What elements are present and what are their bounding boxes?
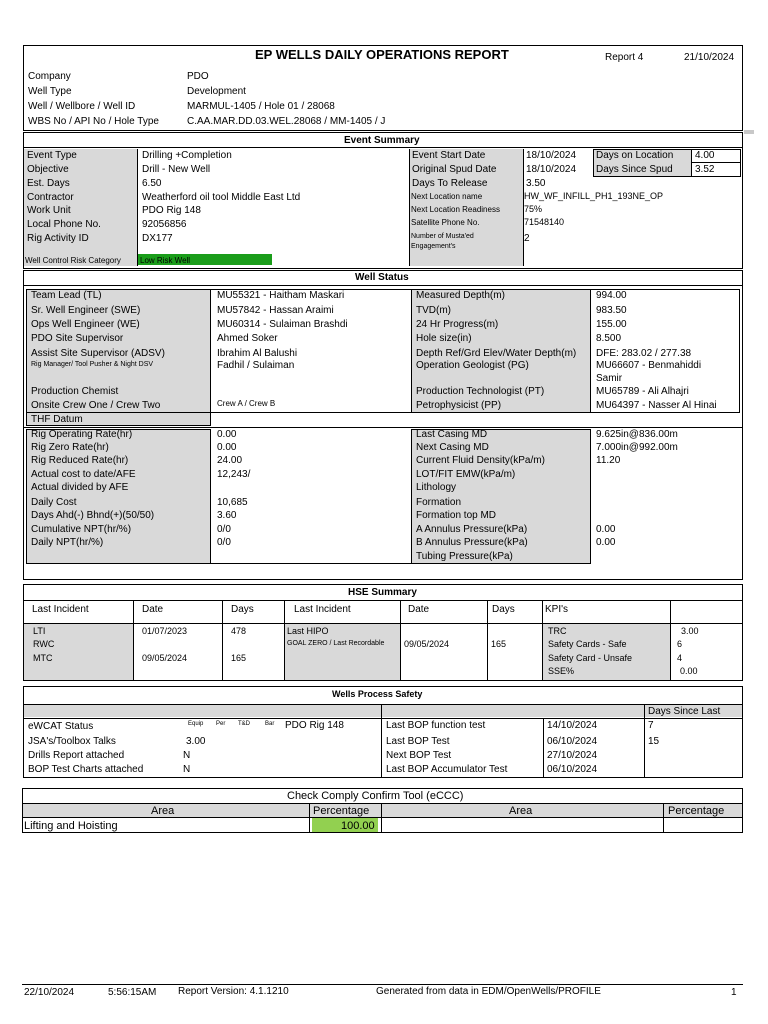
risk-category-value: Low Risk Well xyxy=(140,256,191,265)
event-label-3: Contractor xyxy=(27,192,74,203)
depth-value-5: MU66607 - Benmahiddi xyxy=(596,360,702,371)
ps-left-value-0: 3.00 xyxy=(186,736,206,747)
depth-value-0: 994.00 xyxy=(596,290,627,301)
depth-label-5: Operation Geologist (PG) xyxy=(416,360,529,371)
event-label-4: Work Unit xyxy=(27,205,71,216)
ewcat-label: eWCAT Status xyxy=(28,721,94,732)
hse-incident-0: LTI xyxy=(33,626,46,636)
eccc-title: Check Comply Confirm Tool (eCCC) xyxy=(287,790,464,802)
hse-header-0: Last Incident xyxy=(32,604,89,615)
casing-value-2: 11.20 xyxy=(596,455,621,466)
personnel-value-2: MU60314 - Sulaiman Brashdi xyxy=(217,319,348,330)
hse-header-3: Last Incident xyxy=(294,604,351,615)
report-title: EP WELLS DAILY OPERATIONS REPORT xyxy=(255,47,509,62)
event-label-0: Event Type xyxy=(27,150,77,161)
ps-right-days-0: 7 xyxy=(648,720,654,731)
info-label-company: Company xyxy=(28,71,71,82)
eccc-header-area-1: Area xyxy=(151,805,175,817)
hse-header-6: KPI's xyxy=(545,604,569,615)
info-value-wbs: C.AA.MAR.DD.03.WEL.28068 / MM-1405 / J xyxy=(187,116,386,127)
well-status-title: Well Status xyxy=(355,272,409,283)
depth-value-6: MU65789 - Ali Alhajri xyxy=(596,386,689,397)
rate-label-7: Cumulative NPT(hr/%) xyxy=(31,524,132,535)
footer-page: 1 xyxy=(731,987,737,998)
kpi-value-3: 0.00 xyxy=(680,666,698,676)
hse-header-5: Days xyxy=(492,604,515,615)
event-right-label-3: Next Location name xyxy=(411,192,483,201)
casing-value-7: 0.00 xyxy=(596,524,616,535)
ps-right-date-1: 06/10/2024 xyxy=(547,736,598,747)
depth-value-3: 8.500 xyxy=(596,333,622,344)
casing-label-8: B Annulus Pressure(kPa) xyxy=(416,537,528,548)
rate-label-8: Daily NPT(hr/%) xyxy=(31,537,104,548)
event-label-2: Est. Days xyxy=(27,178,70,189)
personnel-value-0: MU55321 - Haitham Maskari xyxy=(217,290,345,301)
event-label-5: Local Phone No. xyxy=(27,219,101,230)
footer-time: 5:56:15AM xyxy=(108,987,157,998)
personnel-label-0: Team Lead (TL) xyxy=(31,290,102,301)
kpi-value-1: 6 xyxy=(677,639,683,649)
event-right-label-1: Original Spud Date xyxy=(412,164,497,175)
rate-value-1: 0.00 xyxy=(217,442,237,453)
info-label-well-type: Well Type xyxy=(28,86,72,97)
ps-right-label-2: Next BOP Test xyxy=(386,750,452,761)
event-right-value-3: HW_WF_INFILL_PH1_193NE_OP xyxy=(524,191,664,201)
hse-incident-2: MTC xyxy=(33,653,53,663)
page-edge-marker xyxy=(744,130,754,134)
personnel-label-2: Ops Well Engineer (WE) xyxy=(31,319,140,330)
rate-label-5: Daily Cost xyxy=(31,497,77,508)
personnel-label-4: Assist Site Supervisor (ADSV) xyxy=(31,348,165,359)
ps-left-value-1: N xyxy=(183,750,191,761)
hse-last-hipo: Last HIPO xyxy=(287,626,329,636)
kpi-label-0: TRC xyxy=(548,626,567,636)
eccc-row-pct: 100.00 xyxy=(341,820,375,832)
event-right-value-5: 71548140 xyxy=(524,217,565,227)
ewcat-col-td: T&D xyxy=(238,721,250,727)
event-label-6: Rig Activity ID xyxy=(27,233,89,244)
depth-label-0: Measured Depth(m) xyxy=(416,290,505,301)
info-label-well-id: Well / Wellbore / Well ID xyxy=(28,101,136,112)
hse-days-2: 165 xyxy=(231,653,247,663)
kpi-label-1: Safety Cards - Safe xyxy=(548,639,627,649)
casing-value-8: 0.00 xyxy=(596,537,616,548)
event-right-label-2: Days To Release xyxy=(412,178,488,189)
event-value-3: Weatherford oil tool Middle East Ltd xyxy=(142,192,301,203)
footer-version: Report Version: 4.1.1210 xyxy=(178,986,289,997)
depth-value-5b: Samir xyxy=(596,373,623,384)
rate-value-3: 12,243/ xyxy=(217,469,251,480)
personnel-label-5: Rig Manager/ Tool Pusher & Night DSV xyxy=(31,361,154,368)
personnel-label-1: Sr. Well Engineer (SWE) xyxy=(31,305,141,316)
ps-left-label-1: Drills Report attached xyxy=(28,750,125,761)
eccc-header-area-2: Area xyxy=(509,805,533,817)
casing-label-5: Formation xyxy=(416,497,462,508)
hse-header-4: Date xyxy=(408,604,430,615)
depth-label-2: 24 Hr Progress(m) xyxy=(416,319,499,330)
depth-label-4: Depth Ref/Grd Elev/Water Depth(m) xyxy=(416,348,577,359)
days-since-last-header: Days Since Last xyxy=(648,706,721,717)
rate-value-6: 3.60 xyxy=(217,510,237,521)
report-number: Report 4 xyxy=(605,52,644,63)
info-value-well-type: Development xyxy=(187,86,246,97)
personnel-value-3: Ahmed Soker xyxy=(217,333,278,344)
rate-label-2: Rig Reduced Rate(hr) xyxy=(31,455,129,466)
event-right-value-0: 18/10/2024 xyxy=(526,150,577,161)
eccc-header-pct-2: Percentage xyxy=(668,805,725,817)
hse-mid-days: 165 xyxy=(491,639,507,649)
hse-header-1: Date xyxy=(142,604,164,615)
days-since-spud-value: 3.52 xyxy=(695,164,715,175)
depth-label-1: TVD(m) xyxy=(416,305,451,316)
ps-right-label-0: Last BOP function test xyxy=(386,720,486,731)
hse-header-2: Days xyxy=(231,604,254,615)
ps-right-date-3: 06/10/2024 xyxy=(547,764,598,775)
event-value-6: DX177 xyxy=(142,233,173,244)
event-right-value-6: 2 xyxy=(524,233,530,244)
casing-label-2: Current Fluid Density(kPa/m) xyxy=(416,455,545,466)
ewcat-value: PDO Rig 148 xyxy=(285,720,344,731)
personnel-value-5: Fadhil / Sulaiman xyxy=(217,360,295,371)
depth-label-7: Petrophysicist (PP) xyxy=(416,400,502,411)
days-on-location-label: Days on Location xyxy=(596,150,674,161)
event-right-value-2: 3.50 xyxy=(526,178,546,189)
process-safety-title: Wells Process Safety xyxy=(332,689,423,699)
hse-mid-date: 09/05/2024 xyxy=(404,639,450,649)
casing-label-4: Lithology xyxy=(416,482,457,493)
ps-right-date-2: 27/10/2024 xyxy=(547,750,598,761)
ps-right-date-0: 14/10/2024 xyxy=(547,720,598,731)
info-value-company: PDO xyxy=(187,71,209,82)
casing-label-7: A Annulus Pressure(kPa) xyxy=(416,524,528,535)
hse-date-0: 01/07/2023 xyxy=(142,626,188,636)
event-right-label-6: Number of Musta'ed xyxy=(411,233,474,240)
ps-right-label-1: Last BOP Test xyxy=(386,736,450,747)
risk-category-label: Well Control Risk Category xyxy=(25,256,121,265)
ps-left-label-0: JSA's/Toolbox Talks xyxy=(28,736,116,747)
kpi-label-2: Safety Card - Unsafe xyxy=(548,653,633,663)
event-value-5: 92056856 xyxy=(142,219,187,230)
days-on-location-value: 4.00 xyxy=(695,150,715,161)
event-right-value-1: 18/10/2024 xyxy=(526,164,577,175)
rate-label-0: Rig Operating Rate(hr) xyxy=(31,429,133,440)
casing-value-1: 7.000in@992.00m xyxy=(596,442,678,453)
hse-goal-zero: GOAL ZERO / Last Recordable xyxy=(287,640,385,647)
event-right-label-6b: Engagement's xyxy=(411,243,456,250)
event-right-label-5: Satellite Phone No. xyxy=(411,218,480,227)
casing-label-1: Next Casing MD xyxy=(416,442,489,453)
hse-date-2: 09/05/2024 xyxy=(142,653,188,663)
info-label-wbs: WBS No / API No / Hole Type xyxy=(28,116,159,127)
rate-value-7: 0/0 xyxy=(217,524,231,535)
event-right-label-0: Event Start Date xyxy=(412,150,486,161)
hse-days-0: 478 xyxy=(231,626,247,636)
kpi-label-3: SSE% xyxy=(548,666,575,676)
rate-value-2: 24.00 xyxy=(217,455,243,466)
personnel-label-7: Onsite Crew One / Crew Two xyxy=(31,400,161,411)
eccc-row-area: Lifting and Hoisting xyxy=(24,820,118,832)
personnel-value-7: Crew A / Crew B xyxy=(217,399,276,408)
ps-left-value-2: N xyxy=(183,764,191,775)
casing-value-0: 9.625in@836.00m xyxy=(596,429,678,440)
event-value-2: 6.50 xyxy=(142,178,162,189)
depth-value-2: 155.00 xyxy=(596,319,627,330)
rate-label-4: Actual divided by AFE xyxy=(31,482,129,493)
personnel-value-4: Ibrahim Al Balushi xyxy=(217,348,298,359)
rate-value-5: 10,685 xyxy=(217,497,248,508)
event-right-value-4: 75% xyxy=(524,204,543,214)
ps-left-label-2: BOP Test Charts attached xyxy=(28,764,144,775)
ps-right-days-1: 15 xyxy=(648,736,660,747)
event-value-0: Drilling +Completion xyxy=(142,150,232,161)
personnel-label-6: Production Chemist xyxy=(31,386,119,397)
info-value-well-id: MARMUL-1405 / Hole 01 / 28068 xyxy=(187,101,335,112)
event-label-1: Objective xyxy=(27,164,69,175)
eccc-header-pct-1: Percentage xyxy=(313,805,370,817)
casing-label-9: Tubing Pressure(kPa) xyxy=(416,551,513,562)
thf-datum-label: THF Datum xyxy=(31,414,83,425)
event-value-1: Drill - New Well xyxy=(142,164,211,175)
depth-value-1: 983.50 xyxy=(596,305,627,316)
hse-incident-1: RWC xyxy=(33,639,55,649)
casing-label-0: Last Casing MD xyxy=(416,429,488,440)
personnel-label-3: PDO Site Supervisor xyxy=(31,333,124,344)
casing-label-3: LOT/FIT EMW(kPa/m) xyxy=(416,469,516,480)
footer-generated: Generated from data in EDM/OpenWells/PROFILE xyxy=(376,986,601,997)
kpi-value-2: 4 xyxy=(677,653,683,663)
depth-label-3: Hole size(in) xyxy=(416,333,472,344)
rate-label-6: Days Ahd(-) Bhnd(+)(50/50) xyxy=(31,510,155,521)
event-summary-title: Event Summary xyxy=(344,135,420,146)
casing-label-6: Formation top MD xyxy=(416,510,497,521)
event-right-label-4: Next Location Readiness xyxy=(411,205,500,214)
event-value-4: PDO Rig 148 xyxy=(142,205,201,216)
days-since-spud-label: Days Since Spud xyxy=(596,164,673,175)
kpi-value-0: 3.00 xyxy=(681,626,699,636)
rate-label-3: Actual cost to date/AFE xyxy=(31,469,136,480)
ewcat-col-bar: Bar xyxy=(265,721,275,727)
depth-label-6: Production Technologist (PT) xyxy=(416,386,545,397)
depth-value-7: MU64397 - Nasser Al Hinai xyxy=(596,400,717,411)
footer-date: 22/10/2024 xyxy=(24,987,75,998)
hse-summary-title: HSE Summary xyxy=(348,587,417,598)
report-date: 21/10/2024 xyxy=(684,52,735,63)
depth-value-4: DFE: 283.02 / 277.38 xyxy=(596,348,692,359)
ewcat-col-per: Per xyxy=(216,721,226,727)
ps-right-label-3: Last BOP Accumulator Test xyxy=(386,764,508,775)
rate-value-8: 0/0 xyxy=(217,537,231,548)
rate-label-1: Rig Zero Rate(hr) xyxy=(31,442,109,453)
ewcat-col-equip: Equip xyxy=(188,721,204,727)
rate-value-0: 0.00 xyxy=(217,429,237,440)
personnel-value-1: MU57842 - Hassan Araimi xyxy=(217,305,334,316)
